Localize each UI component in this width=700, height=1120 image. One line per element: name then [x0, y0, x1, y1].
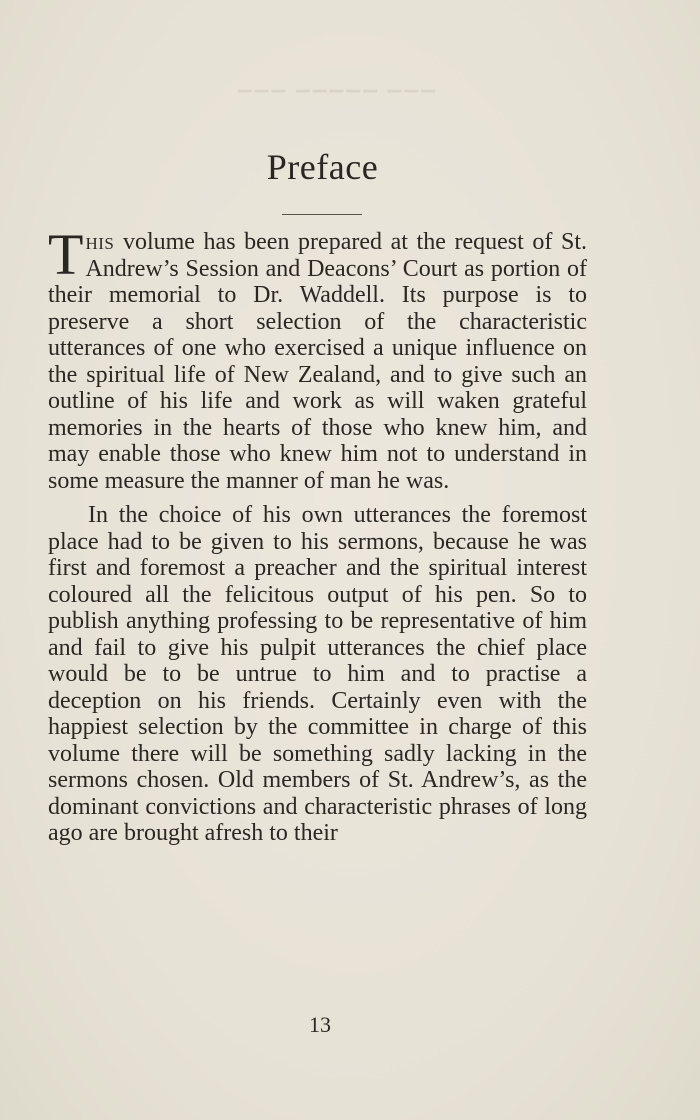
lead-in-small-caps: his	[85, 229, 115, 255]
paragraph-1-text: volume has been prepared at the request of St. Andrew’s Session and Deacons’ Court as portion of their memorial to Dr. Waddell. Its purpose is to preserve a short selection of the characteristic utterances of one who exercised a unique influence on the spiritual life of New Zealand, and to give such an outline of his life and work as will waken grateful memories in the hearts of those who knew him, and may enable those who knew him not to understand in some measure the manner of man he was.	[48, 229, 587, 494]
drop-cap: T	[48, 222, 84, 287]
page-title: Preface	[266, 147, 379, 187]
page-number: 13	[309, 1012, 331, 1037]
paragraph-2: In the choice of his own utterances the foremost place had to be given to his sermons, because he was first and foremost a preacher and the spiritual interest coloured all the felicitous output of his pen. So to publish anything professing to be representative of him and fail to give his pulpit utterances the chief place would be to be untrue to him and to practise a deception on his friends. Certainly even with the happiest selection by the committee in charge of this volume there will be something sadly lacking in the sermons chosen. Old members of St. Andrew’s, as the dominant convictions and characteristic phrases of long ago are brought afresh to their	[48, 502, 587, 846]
body-text	[48, 223, 587, 847]
title-divider	[282, 214, 362, 215]
paragraph-1	[48, 223, 587, 494]
bleed-through-decoration: ▁▁▁ ▁▁▁▁▁ ▁▁▁	[234, 72, 436, 92]
